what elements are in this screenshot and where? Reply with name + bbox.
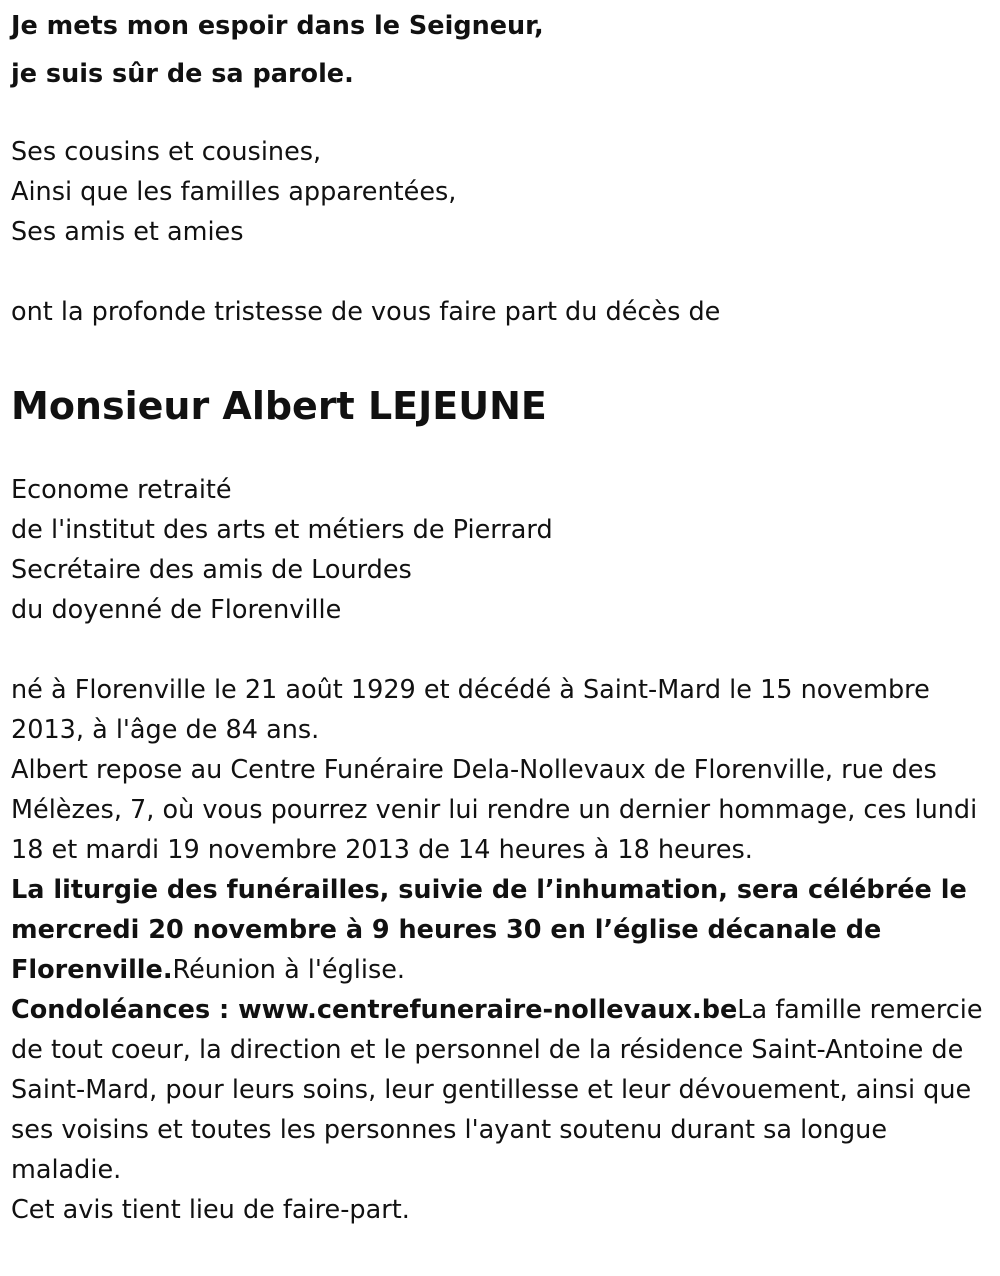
title-line-3: Secrétaire des amis de Lourdes [11,555,412,585]
deceased-titles [11,470,1000,630]
family-line-2: Ainsi que les familles apparentées, [11,177,457,207]
title-line-1: Econome retraité [11,475,232,505]
condolences-rest-text: La famille remercie de tout coeur, la direction et le personnel de la résidence Saint-Antoine de Saint-Mard, pour leurs soins, leur gentillesse et leur dévouement, ainsi que ses voisins et toutes les personnes l'ayant soutenu durant sa longue maladie. [11,995,983,1185]
funeral-bold-text: La liturgie des funérailles, suivie de l’inhumation, sera célébrée le mercredi 20 novembre à 9 heures 30 en l’église décanale de Florenville. [11,875,967,985]
title-line-2: de l'institut des arts et métiers de Pierrard [11,515,553,545]
details-section [11,670,1000,1230]
quote-line-1: Je mets mon espoir dans le Seigneur, [11,11,544,41]
family-line-1: Ses cousins et cousines, [11,137,322,167]
announcement-text: ont la profonde tristesse de vous faire part du décès de [11,297,721,327]
quote-line-2: je suis sûr de sa parole. [11,59,354,89]
condolences-bold-text: Condoléances : www.centrefuneraire-nollevaux.be [11,995,738,1025]
deceased-name: Monsieur Albert LEJEUNE [11,384,547,428]
funeral-rest-text: Réunion à l'église. [172,955,406,985]
closing-paragraph: Cet avis tient lieu de faire-part. [11,1195,410,1225]
title-line-4: du doyenné de Florenville [11,595,342,625]
bible-quote [11,6,1000,94]
funeral-paragraph [11,870,996,990]
birth-death-paragraph: né à Florenville le 21 août 1929 et décédé à Saint-Mard le 15 novembre 2013, à l'âge de 84 ans. [11,675,930,745]
condolences-paragraph [11,990,996,1190]
family-list [11,132,1000,252]
viewing-paragraph: Albert repose au Centre Funéraire Dela-Nollevaux de Florenville, rue des Mélèzes, 7, où vous pourrez venir lui rendre un dernier hommage, ces lundi 18 et mardi 19 novembre 2013 de 14 heures à 18 heures. [11,755,978,865]
family-line-3: Ses amis et amies [11,217,244,247]
